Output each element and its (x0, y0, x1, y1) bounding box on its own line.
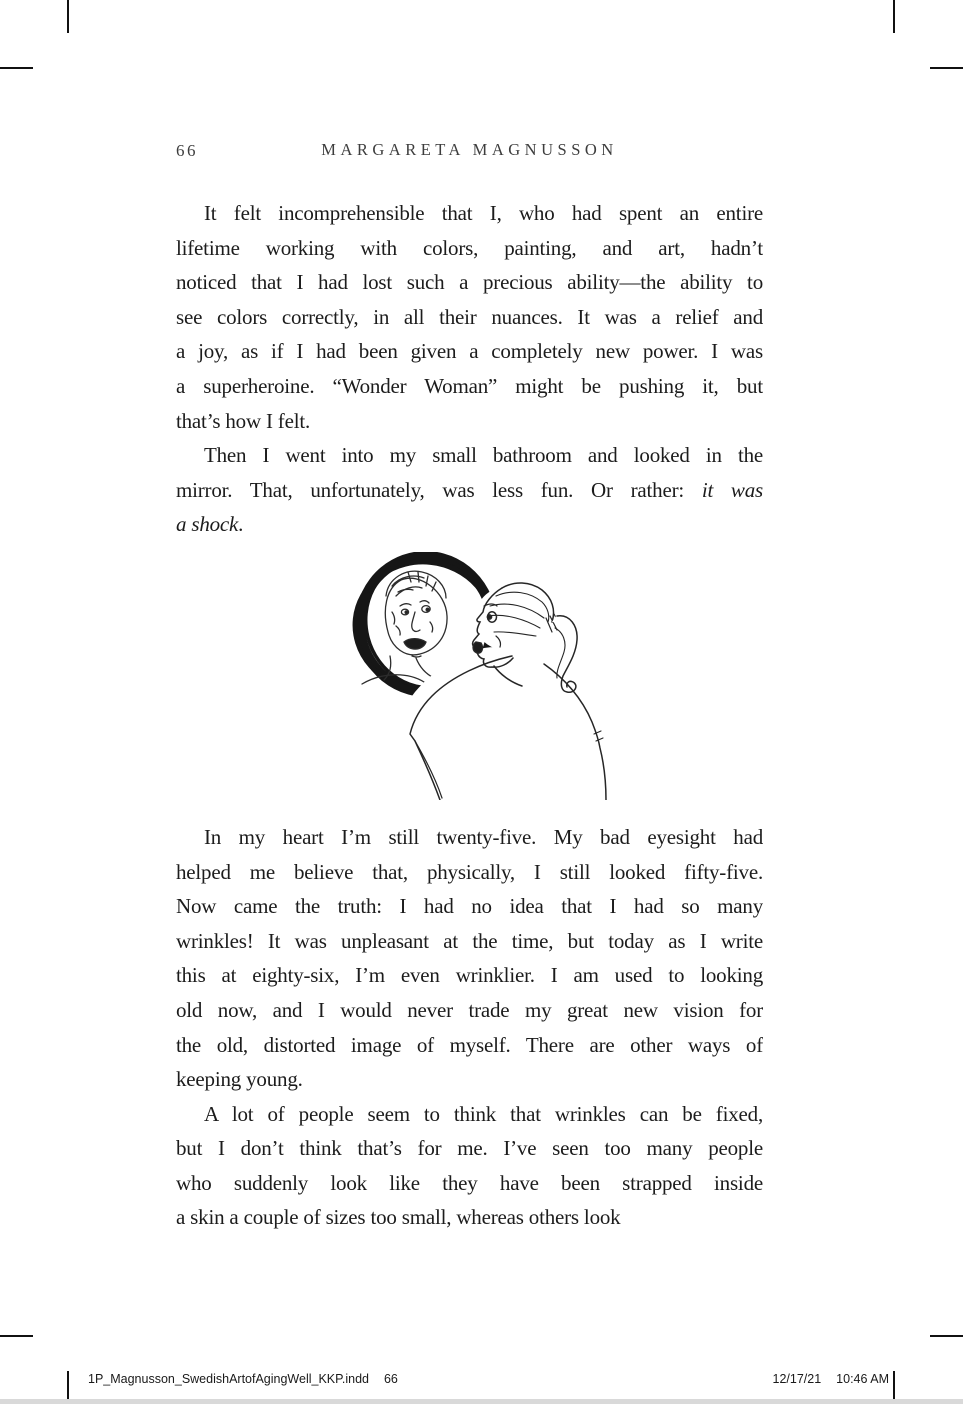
text-line: a shock. (176, 512, 244, 537)
text-line: wrinkles! It was unpleasant at the time, but today as I write (176, 928, 763, 953)
text-line: A lot of people seem to think that wrinkles can be fixed, (204, 1101, 763, 1126)
text-line: keeping young. (176, 1067, 303, 1092)
crop-mark (67, 0, 69, 33)
scan-edge (0, 1399, 963, 1404)
text-line: old now, and I would never trade my great new vision for (176, 997, 763, 1022)
crop-mark (0, 67, 33, 69)
text-line: the old, distorted image of myself. There are other ways of (176, 1032, 763, 1057)
text-line: but I don’t think that’s for me. I’ve seen too many people (176, 1136, 763, 1161)
crop-mark (930, 67, 963, 69)
text-line: mirror. That, unfortunately, was less fun. Or rather: it was (176, 477, 763, 502)
footer-slug (88, 1372, 398, 1386)
mirror-illustration (316, 552, 628, 800)
crop-mark (930, 1335, 963, 1337)
paragraphs-above-illustration (176, 196, 763, 542)
text-line: see colors correctly, in all their nuances. It was a relief and (176, 304, 763, 329)
text-line: lifetime working with colors, painting, and art, hadn’t (176, 235, 763, 260)
paragraph (176, 438, 763, 542)
paragraph (176, 196, 763, 438)
footer-time: 10:46 AM (836, 1372, 889, 1386)
text-line: Then I went into my small bathroom and looked in the (204, 443, 763, 468)
footer-file-name: 1P_Magnusson_SwedishArtofAgingWell_KKP.indd (88, 1372, 369, 1386)
text-line: It felt incomprehensible that I, who had spent an entire (204, 201, 763, 225)
body-text (176, 196, 763, 1235)
paragraph (176, 820, 763, 1097)
text-line: In my heart I’m still twenty-five. My bad eyesight had (204, 824, 763, 849)
footer-timestamp (773, 1372, 890, 1386)
paragraph (176, 1097, 763, 1235)
text-line: Now came the truth: I had no idea that I had so many (176, 894, 763, 919)
paragraphs-below-illustration (176, 820, 763, 1235)
page-footer (0, 1372, 963, 1392)
text-line: who suddenly look like they have been strapped inside (176, 1170, 763, 1195)
footer-date: 12/17/21 (772, 1372, 822, 1386)
text-line: a superheroine. “Wonder Woman” might be pushing it, but (176, 373, 763, 398)
footer-page-number: 66 (383, 1372, 398, 1386)
text-line: noticed that I had lost such a precious ability—the ability to (176, 270, 763, 295)
text-line: a skin a couple of sizes too small, whereas others look (176, 1205, 621, 1230)
text-line: that’s how I felt. (176, 408, 311, 433)
text-line: helped me believe that, physically, I still looked fifty-five. (176, 859, 763, 884)
crop-mark (893, 0, 895, 33)
mirror-illustration-svg (316, 552, 628, 800)
text-line: a joy, as if I had been given a completely new power. I was (176, 339, 763, 364)
crop-mark (0, 1335, 33, 1337)
running-head: MARGARETA MAGNUSSON (321, 140, 618, 159)
text-line: this at eighty-six, I’m even wrinklier. I am used to looking (176, 963, 763, 988)
page-header (176, 140, 763, 164)
page-number: 66 (176, 141, 198, 160)
